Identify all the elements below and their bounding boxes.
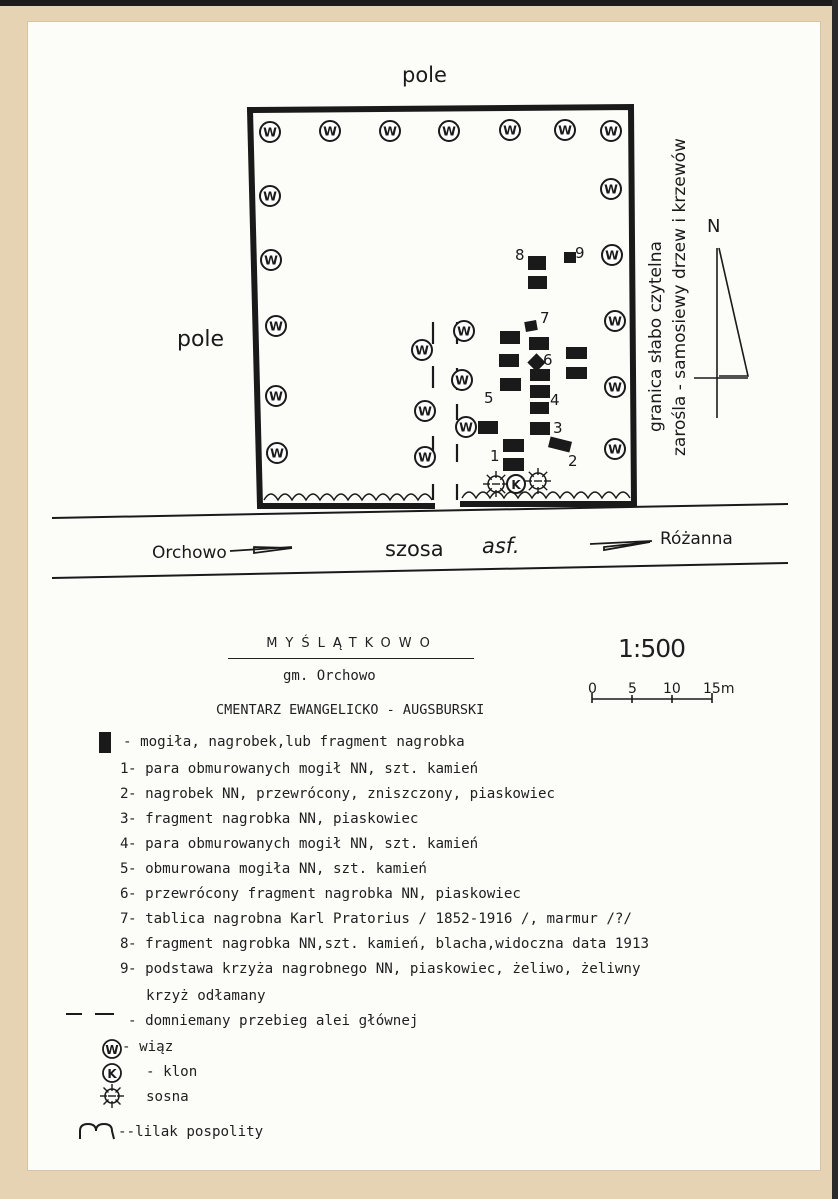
svg-text:W: W bbox=[418, 403, 432, 419]
grave-marker bbox=[528, 256, 546, 270]
grave-marker bbox=[566, 367, 587, 379]
grave-number-5: 5 bbox=[484, 389, 494, 407]
north-arrow bbox=[694, 216, 748, 418]
pine-symbol-icon bbox=[100, 1084, 124, 1108]
grave-symbol bbox=[99, 732, 111, 753]
elm-tree-icon bbox=[605, 439, 625, 459]
direction-rozanna: Różanna bbox=[660, 529, 733, 549]
svg-text:W: W bbox=[263, 188, 277, 204]
elm-tree-icon bbox=[605, 311, 625, 331]
north-label: N bbox=[707, 216, 721, 237]
grave-number-4: 4 bbox=[550, 391, 560, 409]
grave-marker bbox=[530, 385, 550, 398]
svg-text:W: W bbox=[269, 318, 283, 334]
place-title: MYŚLĄTKOWO bbox=[266, 636, 438, 651]
direction-orchowo: Orchowo bbox=[152, 543, 227, 563]
lilac-symbol-icon bbox=[80, 1124, 114, 1139]
elm-tree-icon bbox=[439, 121, 459, 141]
grave-number-6: 6 bbox=[543, 351, 553, 369]
grave-number-2: 2 bbox=[568, 452, 578, 470]
svg-text:W: W bbox=[558, 122, 572, 138]
grave-marker bbox=[478, 421, 498, 434]
arrow-to-rozanna bbox=[590, 541, 652, 550]
cemetery-fence bbox=[250, 107, 634, 506]
road-surface-label: asf. bbox=[482, 534, 520, 558]
svg-text:K: K bbox=[511, 478, 521, 492]
svg-text:W: W bbox=[455, 372, 469, 388]
elm-tree-icon bbox=[601, 179, 621, 199]
grave-number-3: 3 bbox=[553, 419, 563, 437]
grave-marker bbox=[503, 458, 524, 471]
elm-tree-icon bbox=[415, 401, 435, 421]
svg-text:W: W bbox=[264, 252, 278, 268]
grave-marker bbox=[500, 331, 520, 344]
svg-text:W: W bbox=[605, 247, 619, 263]
svg-text:W: W bbox=[269, 388, 283, 404]
scale-ratio: 1:500 bbox=[618, 634, 686, 663]
boundary-notes bbox=[646, 138, 690, 456]
grave-number-1: 1 bbox=[490, 447, 500, 465]
gmina-label: gm. Orchowo bbox=[283, 668, 376, 684]
grave-marker bbox=[530, 422, 550, 435]
elm-tree-icon bbox=[260, 122, 280, 142]
svg-text:W: W bbox=[604, 181, 618, 197]
grave-marker bbox=[499, 354, 519, 367]
svg-text:W: W bbox=[608, 441, 622, 457]
graves bbox=[478, 252, 587, 471]
svg-text:K: K bbox=[107, 1067, 117, 1081]
elm-tree-icon bbox=[266, 316, 286, 336]
grave-marker bbox=[500, 378, 521, 391]
grave-marker bbox=[503, 439, 524, 452]
svg-text:W: W bbox=[105, 1043, 119, 1057]
elm-tree-icon bbox=[415, 447, 435, 467]
grave-marker bbox=[530, 402, 549, 414]
svg-text:W: W bbox=[608, 313, 622, 329]
main-alley-dashed bbox=[433, 322, 457, 500]
elm-tree-icon bbox=[555, 120, 575, 140]
grave-number-8: 8 bbox=[515, 246, 525, 264]
svg-text:W: W bbox=[459, 419, 473, 435]
scale-tick-0: 0 bbox=[588, 681, 597, 697]
svg-text:W: W bbox=[415, 342, 429, 358]
elm-tree-icon bbox=[266, 386, 286, 406]
elm-tree-icon bbox=[380, 121, 400, 141]
svg-text:W: W bbox=[263, 124, 277, 140]
elm-tree-icon bbox=[320, 121, 340, 141]
elm-tree-icon bbox=[454, 321, 474, 341]
scale-tick-15m: 15m bbox=[703, 681, 735, 697]
svg-text:W: W bbox=[608, 379, 622, 395]
grave-marker bbox=[524, 320, 538, 332]
field-left-label: pole bbox=[177, 327, 225, 352]
arrow-to-orchowo bbox=[230, 547, 292, 553]
grave-marker bbox=[548, 437, 572, 453]
svg-text:W: W bbox=[457, 323, 471, 339]
road bbox=[52, 504, 788, 578]
elm-tree-icon bbox=[605, 377, 625, 397]
svg-text:W: W bbox=[442, 123, 456, 139]
field-top-label: pole bbox=[402, 63, 447, 87]
elm-tree-icon bbox=[602, 245, 622, 265]
svg-text:W: W bbox=[418, 449, 432, 465]
svg-text:W: W bbox=[503, 122, 517, 138]
svg-text:W: W bbox=[323, 123, 337, 139]
maple-symbol-icon bbox=[103, 1064, 121, 1082]
grave-number-7: 7 bbox=[540, 309, 550, 327]
elm-tree-icon bbox=[601, 121, 621, 141]
grave-marker bbox=[529, 337, 549, 350]
elm-tree-icon bbox=[267, 443, 287, 463]
boundary-note-illegible: granica słabo czytelna bbox=[646, 241, 666, 432]
pine-tree-icon bbox=[483, 471, 509, 497]
lilac-bush-row bbox=[264, 494, 432, 500]
grave-marker bbox=[530, 369, 550, 381]
cemetery-type-label: CMENTARZ EWANGELICKO - AUGSBURSKI bbox=[216, 702, 485, 718]
road-label: szosa bbox=[385, 537, 444, 561]
scale-tick-10: 10 bbox=[663, 681, 681, 697]
pine-tree-icon bbox=[525, 468, 551, 494]
svg-text:W: W bbox=[270, 445, 284, 461]
grave-number-9: 9 bbox=[575, 244, 585, 262]
elm-tree-icon bbox=[261, 250, 281, 270]
title-underline bbox=[228, 658, 474, 659]
boundary-note-thicket: zarośla - samosiewy drzew i krzewów bbox=[670, 138, 690, 456]
elm-tree-icon bbox=[260, 186, 280, 206]
elm-trees bbox=[260, 120, 625, 467]
elm-symbol-icon bbox=[103, 1040, 121, 1058]
legend-symbols bbox=[66, 732, 124, 1139]
elm-tree-icon bbox=[500, 120, 520, 140]
elm-tree-icon bbox=[456, 417, 476, 437]
grave-marker bbox=[566, 347, 587, 359]
road-edge-bottom bbox=[52, 563, 788, 578]
svg-text:W: W bbox=[383, 123, 397, 139]
scale-bar bbox=[588, 681, 734, 703]
grave-marker bbox=[528, 276, 547, 289]
elm-tree-icon bbox=[452, 370, 472, 390]
lilac-hedge bbox=[264, 492, 630, 500]
elm-tree-icon bbox=[412, 340, 432, 360]
scale-tick-5: 5 bbox=[628, 681, 637, 697]
svg-text:W: W bbox=[604, 123, 618, 139]
fence-left-part bbox=[250, 107, 634, 506]
maple-tree-icon bbox=[507, 475, 525, 493]
